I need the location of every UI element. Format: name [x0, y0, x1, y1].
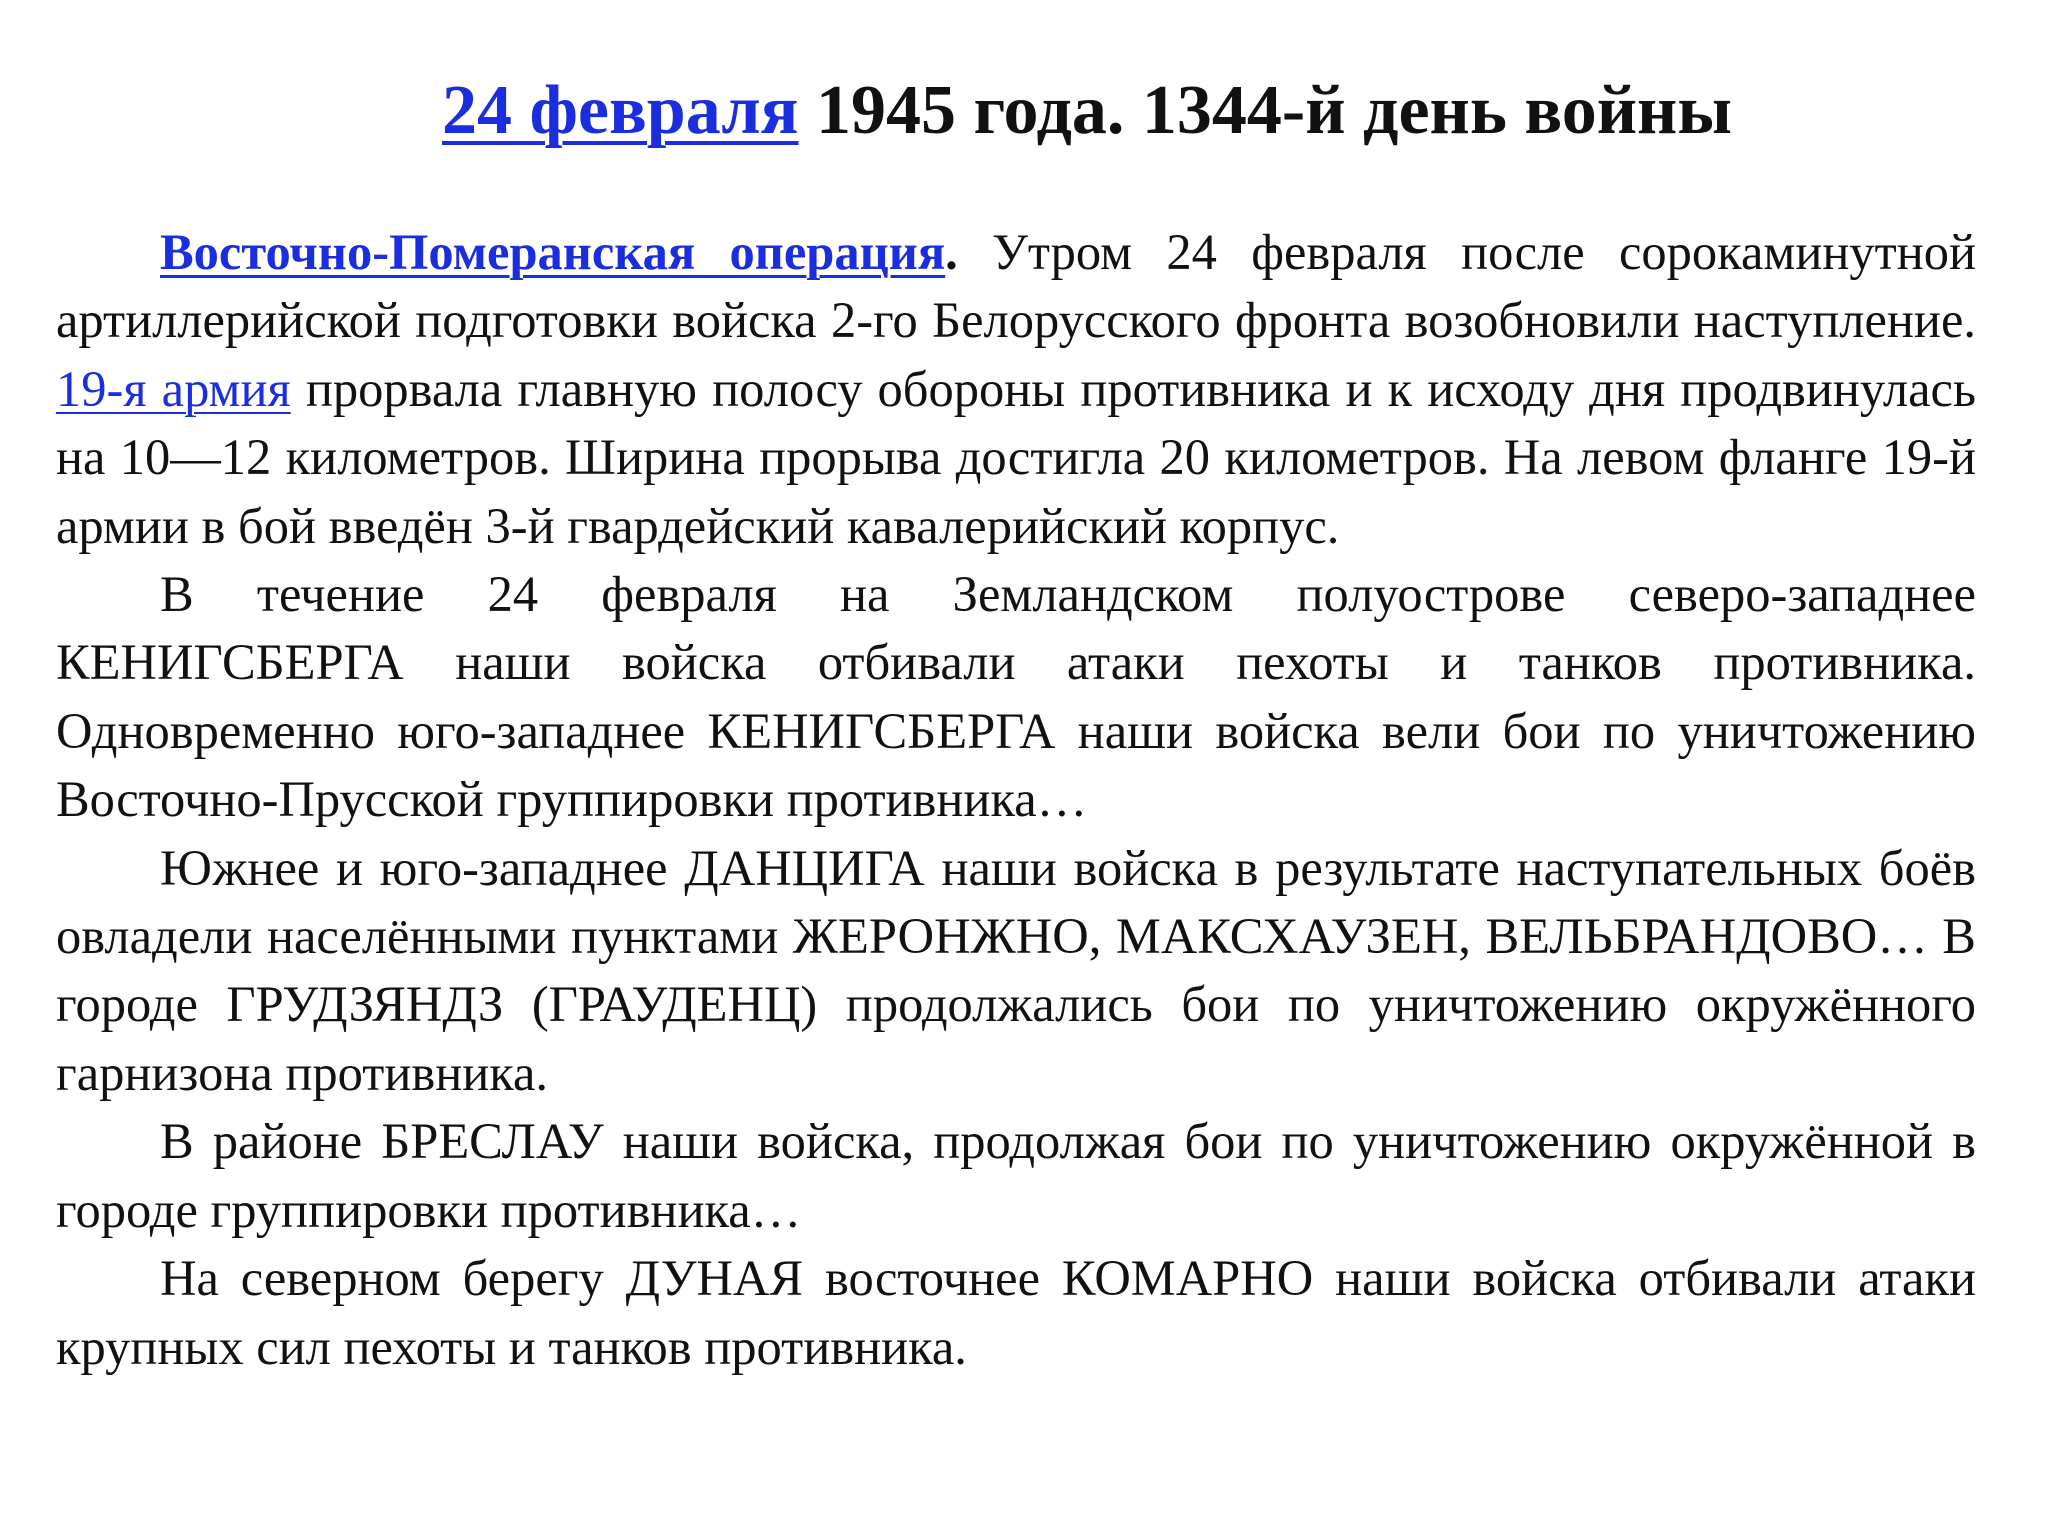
paragraph-4: В районе БРЕСЛАУ наши войска, продолжая бои по уничтожению окружённой в городе группировки противника… [56, 1113, 1976, 1238]
date-link[interactable]: 24 февраля [441, 72, 799, 149]
operation-dot: . [945, 224, 958, 280]
paragraph-1-text-b: прорвала главную полосу обороны противника и к исходу дня продвинулась на 10—12 километров. Ширина прорыва достигла 20 километров. На левом фланге 19-й армии в бой введён 3-й гвардейский кавалерийский корпус. [56, 360, 1976, 554]
paragraph-5: На северном берегу ДУНАЯ восточнее КОМАРНО наши войска отбивали атаки крупных сил пехоты и танков противника. [56, 1250, 1976, 1375]
paragraph-2: В течение 24 февраля на Земландском полуострове северо-западнее КЕНИГСБЕРГА наши войска отбивали атаки пехоты и танков противника. Одновременно юго-западнее КЕНИГСБЕРГА наши войска вели бои по уничтожению Восточно-Прусской группировки противника… [56, 566, 1976, 828]
page-title [0, 66, 2048, 156]
paragraph-1-text-a: Утром 24 февраля после сорокаминутной артиллерийской подготовки войска 2-го Белорусского фронта возобновили наступление. [56, 224, 1976, 349]
paragraph-3: Южнее и юго-западнее ДАНЦИГА наши войска в результате наступательных боёв овладели населёнными пунктами ЖЕРОНЖНО, МАКСХАУЗЕН, ВЕЛЬБРАНДОВО… В городе ГРУДЗЯНДЗ (ГРАУДЕНЦ) продолжались бои по уничтожению окружённого гарнизона противника. [56, 839, 1976, 1101]
title-rest: 1945 года. 1344-й день войны [798, 72, 1733, 149]
paragraph-1 [56, 218, 1976, 560]
army-link[interactable]: 19-я армия [56, 360, 291, 417]
article-body [56, 218, 1976, 1381]
operation-link[interactable]: Восточно-Померанская операция [160, 224, 946, 280]
